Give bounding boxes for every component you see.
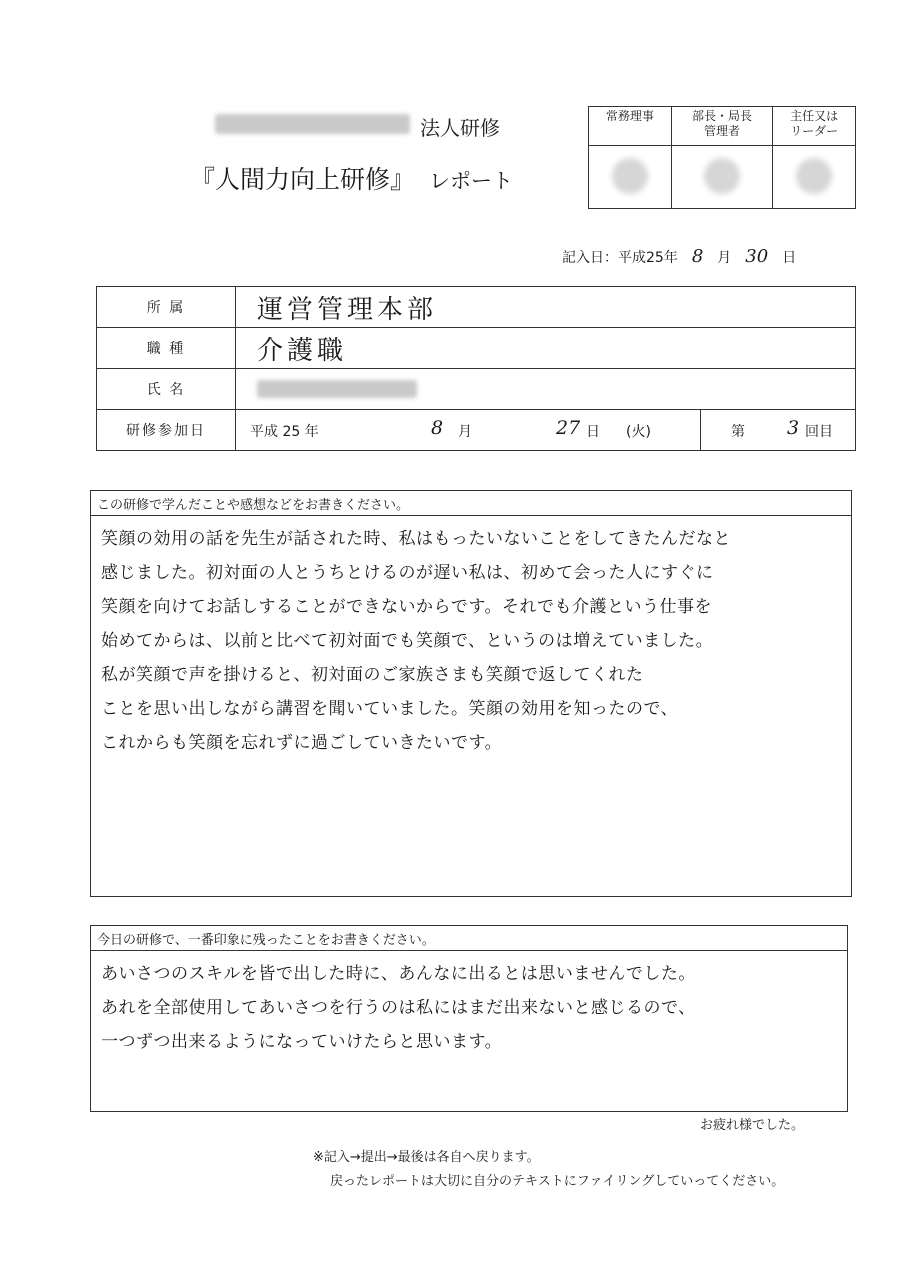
redacted-stamp xyxy=(612,158,648,194)
affiliation-label: 所 属 xyxy=(97,287,236,328)
date-weekday: (火) xyxy=(626,424,651,440)
entry-day-unit: 日 xyxy=(782,250,797,266)
date-label: 研修参加日 xyxy=(97,410,236,451)
approval-col-manager: 部長・局長 管理者 xyxy=(671,107,772,146)
approval-table xyxy=(588,106,856,209)
job-label: 職 種 xyxy=(97,328,236,369)
impression-section xyxy=(90,925,848,1112)
entry-date-label: 記入日：平成25年 xyxy=(562,250,678,266)
affiliation-field xyxy=(236,287,856,328)
entry-month: 8 xyxy=(691,246,704,267)
session-count-prefix: 第 xyxy=(731,424,745,440)
organization-suffix: 法人研修 xyxy=(420,116,500,140)
session-count-suffix: 回目 xyxy=(805,424,833,440)
learned-body xyxy=(91,516,851,766)
footer-note-1: ※記入→提出→最後は各自へ戻ります。 xyxy=(313,1150,540,1165)
learned-section xyxy=(90,490,852,897)
affiliation-value: 運営管理本部 xyxy=(257,294,438,325)
redacted-stamp xyxy=(704,158,740,194)
entry-month-unit: 月 xyxy=(717,250,732,266)
date-day-unit: 日 xyxy=(586,424,600,440)
footer-note-2: 戻ったレポートは大切に自分のテキストにファイリングしていってください。 xyxy=(330,1174,785,1189)
date-era: 平成 25 年 xyxy=(250,424,319,440)
learned-line: これからも笑顔を忘れずに過ごしていきたいです。 xyxy=(101,733,503,753)
name-field xyxy=(236,369,856,410)
entry-date xyxy=(562,246,796,267)
redacted-stamp xyxy=(796,158,832,194)
learned-line: 笑顔の効用の話を先生が話された時、私はもったいないことをしてきたんだなと xyxy=(101,529,731,549)
approval-stamp-executive xyxy=(589,146,672,209)
approval-col-executive: 常務理事 xyxy=(589,107,672,146)
info-table xyxy=(96,286,856,451)
learned-line: 私が笑顔で声を掛けると、初対面のご家族さまも笑顔で返してくれた xyxy=(101,665,644,685)
impression-line: あれを全部使用してあいさつを行うのは私にはまだ出来ないと感じるので、 xyxy=(101,998,696,1018)
learned-line: 笑顔を向けてお話しすることができないからです。それでも介護という仕事を xyxy=(101,597,712,617)
impression-line: 一つずつ出来るようになっていけたらと思います。 xyxy=(101,1032,503,1052)
entry-day: 30 xyxy=(745,246,769,267)
redacted-name xyxy=(257,377,417,401)
impression-line: あいさつのスキルを皆で出した時に、あんなに出るとは思いませんでした。 xyxy=(101,964,696,984)
report-title-suffix: レポート xyxy=(429,169,514,193)
approval-stamp-leader xyxy=(773,146,856,209)
closing-thanks: お疲れ様でした。 xyxy=(700,1118,805,1133)
impression-heading: 今日の研修で、一番印象に残ったことをお書きください。 xyxy=(91,926,847,951)
approval-stamp-manager xyxy=(671,146,772,209)
learned-heading: この研修で学んだことや感想などをお書きください。 xyxy=(91,491,851,516)
job-value: 介護職 xyxy=(257,335,348,366)
participation-date-field xyxy=(236,410,701,451)
report-title-main: 『人間力向上研修』 xyxy=(190,165,416,194)
organization-line xyxy=(215,108,615,140)
job-field xyxy=(236,328,856,369)
name-label: 氏 名 xyxy=(97,369,236,410)
session-count-value: 3 xyxy=(787,417,800,439)
date-month-unit: 月 xyxy=(458,424,472,440)
learned-line: ことを思い出しながら講習を聞いていました。笑顔の効用を知ったので、 xyxy=(101,699,679,719)
learned-line: 感じました。初対面の人とうちとけるのが遅い私は、初めて会った人にすぐに xyxy=(101,563,714,583)
session-count-field xyxy=(701,410,856,451)
redacted-organization-name xyxy=(215,114,410,134)
date-month: 8 xyxy=(431,417,444,439)
approval-col-leader: 主任又は リーダー xyxy=(773,107,856,146)
report-title xyxy=(190,160,513,196)
date-day: 27 xyxy=(556,417,581,439)
learned-line: 始めてからは、以前と比べて初対面でも笑顔で、というのは増えていました。 xyxy=(101,631,714,651)
impression-body xyxy=(91,951,847,1065)
